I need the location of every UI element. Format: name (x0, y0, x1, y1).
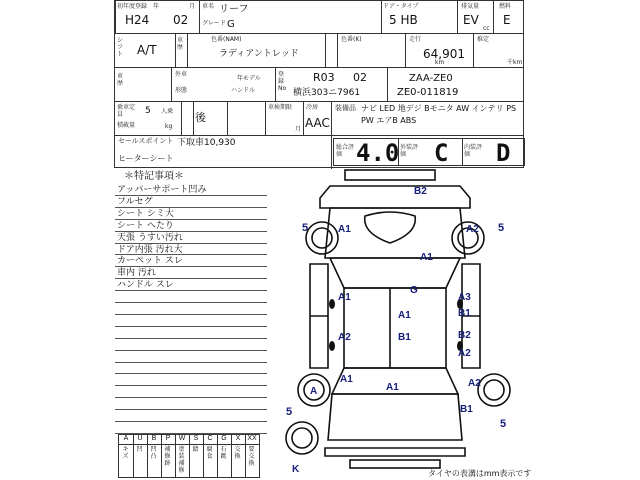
legend-code: W (178, 435, 186, 442)
mark-b1-roof: B1 (398, 332, 411, 343)
left-mirror-mark (329, 299, 335, 309)
notes-rule (115, 385, 267, 386)
mileage-value: 64,901 (423, 47, 465, 61)
mileage-unit: km (435, 59, 445, 66)
notes-rule (115, 373, 267, 374)
notes-rule (115, 195, 267, 196)
estimate-unit: 千km (507, 59, 523, 66)
hood-inner-outline (365, 212, 416, 243)
legend-divider (119, 444, 259, 445)
note-item: カーペット スレ (117, 256, 183, 267)
windshield-outline (330, 258, 460, 288)
shape-label: 形態 (175, 87, 188, 94)
cell-border (171, 67, 172, 101)
cell-border (199, 1, 200, 33)
row-divider (115, 67, 523, 68)
legend-meaning: 凹 (136, 446, 143, 453)
note-item: シート シミ大 (117, 208, 174, 219)
rear-right-wheel-inner (484, 380, 504, 400)
doors-label: ドア・タイプ (383, 3, 419, 10)
cell-border (115, 1, 116, 33)
cell-border (387, 67, 388, 101)
overall-score-label: 総合評価 (336, 144, 355, 158)
handle-label: ハンドル (231, 87, 256, 94)
notes-rule (115, 397, 267, 398)
legend-code: P (165, 435, 171, 442)
notes-rule (115, 421, 267, 422)
roof-outline (344, 288, 446, 368)
note-item: フルセグ (117, 196, 153, 207)
mark-b1-right-upper: B1 (458, 308, 471, 319)
legend-code: XX (247, 435, 257, 442)
cell-border (457, 1, 458, 33)
load-label: 積載量 (117, 122, 136, 129)
car-damage-diagram (270, 168, 520, 480)
legend-meaning: 補修跡 (164, 446, 171, 467)
grade-value: G (227, 19, 235, 30)
cell-border (331, 135, 332, 169)
legend-meaning: 腐食 (206, 446, 213, 460)
displacement-value: EV (463, 13, 479, 27)
reg-plate: 横浜303ニ7961 (293, 88, 361, 98)
legend-meaning: 要交換 (248, 446, 255, 467)
rear-right-wheel (478, 374, 510, 406)
equip-line-1: ナビ LED 地デジ Bモニタ AW インテリ PS (361, 104, 517, 113)
notes-rule (115, 243, 267, 244)
shift-label: シフト (117, 37, 124, 58)
reg-year: H24 (125, 13, 150, 27)
notes-rule (115, 350, 267, 351)
mark-a1-hood: A1 (420, 252, 433, 263)
steer-mark: 後 (195, 111, 206, 124)
sales-line-1: 下取車10,930 (177, 138, 236, 148)
mark-a2-top-right: A2 (466, 224, 479, 235)
model-year-label: 年モデル (237, 75, 261, 82)
grade-label: グレード (202, 20, 227, 27)
cell-border (405, 33, 406, 67)
mark-a-wheel: A (310, 386, 318, 397)
model-code: ZAA-ZE0 (409, 73, 453, 84)
cell-border (337, 33, 338, 67)
front-left-wheel (306, 222, 338, 254)
notes-rule (115, 326, 267, 327)
seats-unit: 人乗 (161, 108, 174, 115)
mileage-label: 走行 (409, 36, 422, 43)
notes-rule (115, 302, 267, 303)
rear-panel-outline (350, 460, 440, 468)
notes-rule (115, 290, 267, 291)
left-rear-mark (329, 341, 335, 351)
interior-score: D (496, 139, 511, 167)
tire-note: タイヤの表溝はmm表示です (428, 469, 532, 478)
displacement-unit: cc (483, 25, 490, 32)
exterior-score: C (434, 139, 449, 167)
cell-border (181, 101, 182, 135)
note-item: アッパーサポート凹み (117, 185, 207, 195)
notes-rule (115, 207, 267, 208)
legend-meaning: 交換 (234, 446, 241, 460)
legend-meaning: 塗装補修 (178, 446, 185, 474)
mark-five-bottom-right: 5 (500, 418, 507, 430)
displacement-label: 排気量 (461, 3, 480, 10)
car-name: リーフ (219, 4, 249, 15)
first-reg-label: 初年度登録 (117, 3, 148, 10)
cell-border (493, 1, 494, 33)
chassis-number: ZE0-011819 (397, 87, 459, 98)
fuel-value: E (503, 13, 511, 27)
score-panel (333, 138, 525, 166)
exterior-score-label: 外装評価 (400, 144, 419, 158)
body-history-label: 車歴 (177, 37, 184, 51)
cell-border (462, 139, 463, 165)
load-unit: kg (165, 123, 173, 130)
damage-legend (118, 434, 260, 478)
legend-code: B (151, 435, 157, 442)
month-label: 月 (189, 3, 196, 10)
row-divider (115, 135, 523, 136)
mark-b1-rear-right: B1 (460, 404, 473, 415)
color-label: 色番(NAM) (211, 36, 242, 43)
legend-code: A (123, 435, 129, 442)
sales-point-label: セールスポイント (118, 137, 174, 145)
equip-label: 装備品 (335, 104, 356, 112)
notes-rule (115, 278, 267, 279)
legend-code: S (193, 435, 199, 442)
notes-rule (115, 219, 267, 220)
legend-meaning: 錆 (192, 446, 199, 453)
cell-border (325, 33, 326, 67)
inspection-unit: 月 (295, 126, 302, 133)
reg-no-label: 登録No (278, 71, 287, 92)
cell-border (381, 1, 382, 33)
mark-five-bottom-left: 5 (286, 406, 293, 418)
legend-meaning: 凹凸 (150, 446, 157, 460)
legend-code: G (221, 435, 227, 442)
cell-border (265, 101, 266, 135)
mark-a2-rear-right: A2 (468, 378, 481, 389)
mark-b2-right-lower: B2 (458, 330, 471, 341)
equip-line-2: PW エアB ABS (361, 116, 417, 125)
notes-rule (115, 409, 267, 410)
seats-label: 乗車定員 (117, 104, 136, 118)
mark-a2-right-lower: A2 (458, 348, 471, 359)
row-divider (115, 101, 523, 102)
cell-border (227, 101, 228, 135)
cell-border (331, 101, 332, 135)
mark-five-top-right: 5 (498, 222, 505, 234)
spare-wheel (286, 422, 318, 454)
car-name-label: 車名 (202, 3, 215, 10)
rear-bumper-outline (325, 448, 465, 456)
mark-a1-rear-left: A1 (340, 374, 353, 385)
front-left-wheel-inner (312, 228, 332, 248)
orig-color-label: 色番(K) (341, 36, 362, 43)
legend-meaning: キズ (122, 446, 129, 460)
row-divider (115, 33, 523, 34)
mark-a1-front-left: A1 (338, 292, 351, 303)
legend-code: X (235, 435, 241, 442)
sales-line-2: ヒーターシート (118, 154, 174, 163)
cell-border (193, 101, 194, 135)
rear-body-outline (328, 394, 462, 440)
legend-code: U (137, 435, 143, 442)
mark-five-top-left: 5 (302, 222, 309, 234)
cell-border (473, 33, 474, 67)
notes-rule (115, 231, 267, 232)
mark-b2-top: B2 (414, 186, 427, 197)
front-body-outline (320, 186, 470, 208)
cell-border (175, 33, 176, 67)
overall-score: 4.0 (356, 139, 400, 167)
legend-code: C (207, 435, 213, 442)
cell-border (275, 67, 276, 101)
mark-a1-top-left: A1 (338, 224, 351, 235)
reg-month-value: 02 (353, 71, 367, 84)
note-item: 車内 汚れ (117, 268, 156, 279)
notes-rule (115, 254, 267, 255)
interior-score-label: 内装評価 (464, 144, 483, 158)
mark-a3-front-right: A3 (458, 292, 471, 303)
spare-wheel-inner (292, 428, 312, 448)
ac-value: AAC (305, 116, 330, 130)
note-item: ドア内張 汚れ大 (117, 244, 183, 255)
inspection-label: 車検期限 (268, 104, 293, 111)
shift-value: A/T (137, 43, 157, 57)
estimate-label: 推定 (477, 36, 490, 43)
body-label: 車歴 (117, 73, 124, 87)
notes-title: ＊特記事項＊ (124, 171, 184, 182)
reg-month: 02 (173, 13, 189, 27)
color-name: ラディアントレッド (219, 49, 299, 59)
mark-k-spare: K (292, 464, 300, 475)
notes-rule (115, 338, 267, 339)
note-item: シート へたり (117, 220, 174, 231)
note-item: 天張 うすい汚れ (117, 232, 183, 243)
mark-g-glass: G (410, 285, 418, 296)
ac-label: 冷房 (306, 104, 319, 111)
cell-border (303, 101, 304, 135)
mark-a2-left-lower: A2 (338, 332, 351, 343)
mark-a1-roof: A1 (398, 310, 411, 321)
notes-rule (115, 362, 267, 363)
seats-value: 5 (145, 106, 151, 116)
year-label: 年 (153, 3, 160, 10)
notes-rule (115, 314, 267, 315)
legend-meaning: 石跳 (220, 446, 227, 460)
doors-value: 5 HB (389, 13, 418, 27)
notes-rule (115, 266, 267, 267)
cell-border (187, 33, 188, 67)
fuel-label: 燃料 (499, 3, 512, 10)
front-bumper-outline (345, 170, 435, 180)
note-item: ハンドル スレ (117, 280, 174, 291)
ext-label: 外車 (175, 71, 188, 78)
reg-year-value: R03 (313, 71, 335, 84)
mark-a1-rear-mid: A1 (386, 382, 399, 393)
cell-border (398, 139, 399, 165)
